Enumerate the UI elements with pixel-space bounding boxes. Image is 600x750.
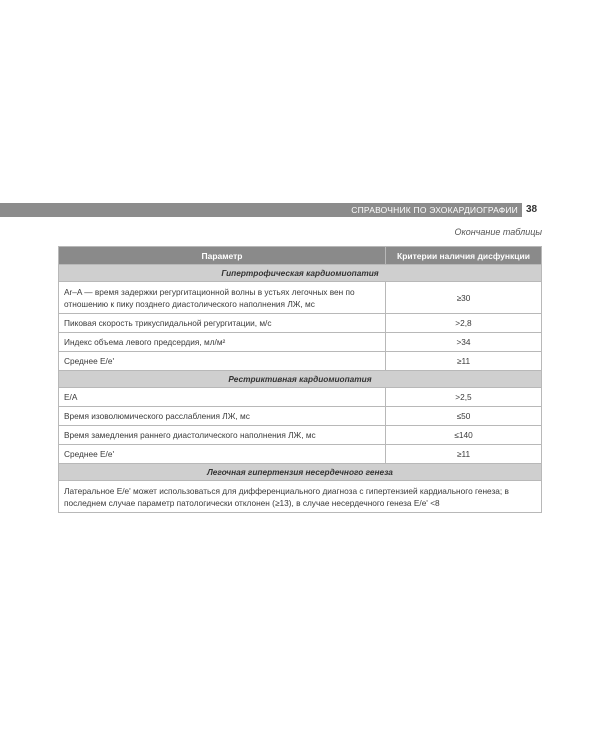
value-cell: ≤140 (386, 426, 542, 445)
param-cell: Среднее E/e' (59, 352, 386, 371)
value-cell: ≤50 (386, 407, 542, 426)
value-cell: ≥30 (386, 282, 542, 314)
section-title: Гипертрофическая кардиомиопатия (59, 265, 542, 282)
param-cell: Время изоволюмического расслабления ЛЖ, мс (59, 407, 386, 426)
section-row (59, 464, 542, 481)
param-cell: E/A (59, 388, 386, 407)
param-cell: Индекс объема левого предсердия, мл/м² (59, 333, 386, 352)
value-cell: ≥11 (386, 445, 542, 464)
section-row (59, 371, 542, 388)
table-row (59, 333, 542, 352)
table-row (59, 445, 542, 464)
page-number: 38 (526, 204, 538, 215)
book-title: СПРАВОЧНИК ПО ЭХОКАРДИОГРАФИИ (351, 205, 518, 215)
section-title: Рестриктивная кардиомиопатия (59, 371, 542, 388)
column-header-parameter: Параметр (59, 247, 386, 265)
value-cell: >2,8 (386, 314, 542, 333)
table-row (59, 314, 542, 333)
table-row (59, 388, 542, 407)
running-header (0, 203, 522, 217)
section-title: Легочная гипертензия несердечного генеза (59, 464, 542, 481)
param-cell: Пиковая скорость трикуспидальной регургитации, м/с (59, 314, 386, 333)
criteria-table (58, 246, 542, 513)
table-continuation-caption: Окончание таблицы (454, 227, 542, 237)
value-cell: >2,5 (386, 388, 542, 407)
table-header-row (59, 247, 542, 265)
column-header-criteria: Критерии наличия дисфункции (386, 247, 542, 265)
table-row (59, 352, 542, 371)
table-row (59, 407, 542, 426)
table-row (59, 426, 542, 445)
param-cell: Время замедления раннего диастолического наполнения ЛЖ, мс (59, 426, 386, 445)
value-cell: ≥11 (386, 352, 542, 371)
note-cell: Латеральное E/e' может использоваться для дифференциального диагноза с гипертензией кардиального генеза; в последнем случае параметр патологически отклонен (≥13), в случае несердечного генеза E/e' <8 (59, 481, 542, 513)
param-cell: Среднее E/e' (59, 445, 386, 464)
note-row (59, 481, 542, 513)
param-cell: Ar–A — время задержки регургитационной волны в устьях легочных вен по отношению к пику позднего диастолического наполнения ЛЖ, мс (59, 282, 386, 314)
table-row (59, 282, 542, 314)
value-cell: >34 (386, 333, 542, 352)
section-row (59, 265, 542, 282)
